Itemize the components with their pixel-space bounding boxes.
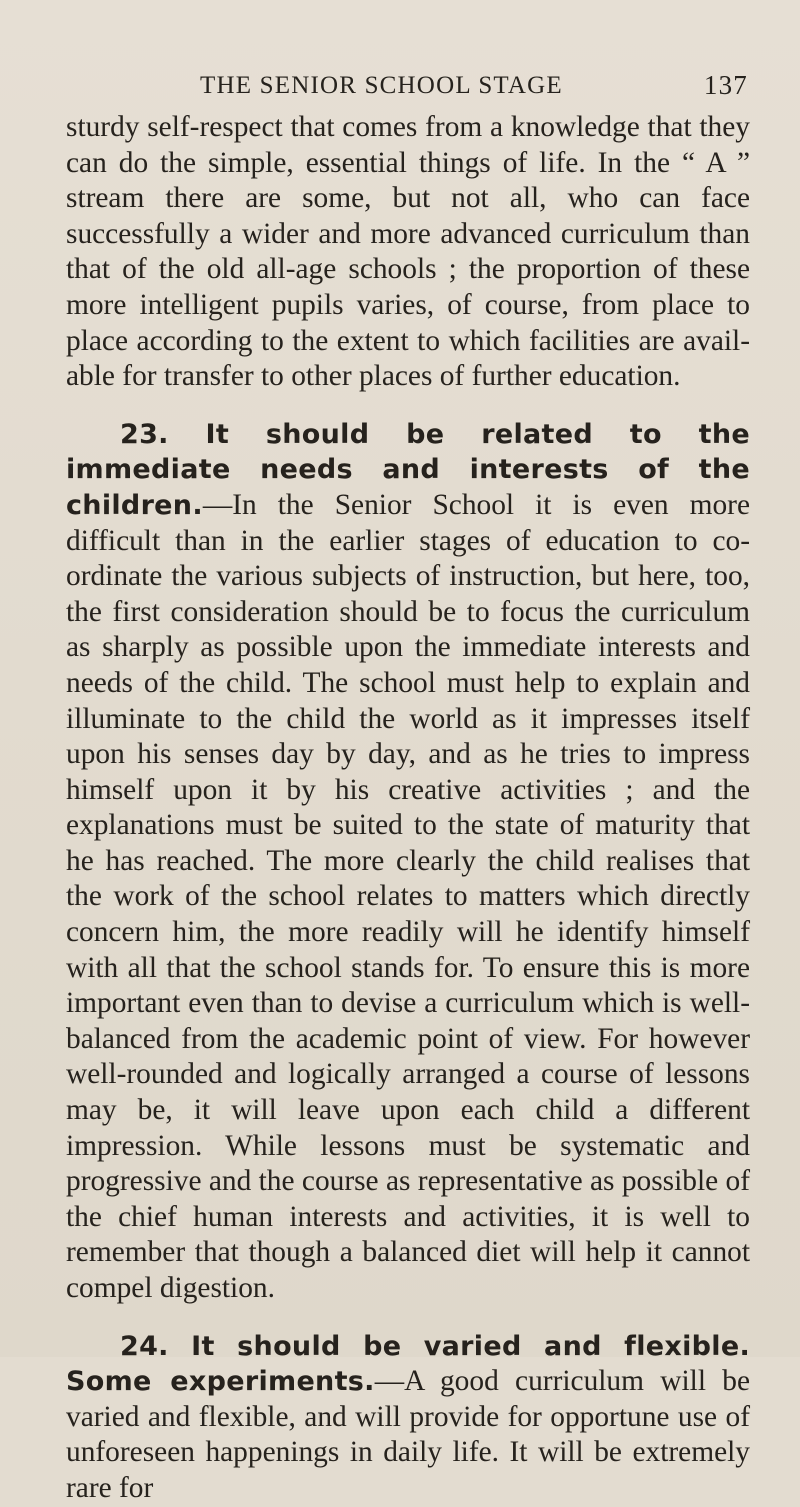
paragraph-continuation: [66, 110, 750, 395]
paragraph-text: —In the Senior School it is even more difficult than in the earlier stages of education to co-ordinate the various subjects of instruction, but here, too, the first consideration should be to focus the curriculum as sharply as possible upon the immediate interests and needs of the child. The school must help to explain and illuminate to the child the world as it impresses itself upon his senses day by day, and as he tries to impress himself upon it by his creative activities ; and the explanations must be suited to the state of maturity that he has reached. The more clearly the child realises that the work of the school relates to matters which directly concern him, the more readily will he identify himself with all that the school stands for. To ensure this is more important even than to devise a curriculum which is well-balanced from the academic point of view. For however well-rounded and logically arranged a course of lessons may be, it will leave upon each child a different impression. While lessons must be systematic and progressive and the course as representative as possible of the chief human interests and activities, it is well to remember that though a balanced diet will help it cannot compel digestion.: [66, 488, 750, 1304]
running-head: [200, 62, 748, 106]
page-number: 137: [703, 70, 748, 100]
body-text: [66, 110, 750, 1507]
running-head-title: THE SENIOR SCHOOL STAGE: [200, 72, 563, 99]
paragraph-text: —A good curriculum will be varied and flexible, and will provide for opportune use of unforeseen happenings in daily life. It will be extremely rare for: [66, 1365, 751, 1504]
paragraph-24: [66, 1329, 750, 1507]
paragraph-23: [66, 417, 750, 1307]
section-heading-24: 24. It should be varied and flexible. Some experiments.: [66, 1330, 750, 1398]
paragraph-text: sturdy self-respect that comes from a knowledge that they can do the simple, essential things of life. In the “ A ” stream there are some, but not all, who can face successfully a wider and more advanced curriculum than that of the old all-age schools ; the proportion of these more intelligent pupils varies, of course, from place to place according to the extent to which facilities are avail-able for transfer to other places of further education.: [66, 111, 750, 393]
section-heading-23: 23. It should be related to the immediate needs and interests of the children.: [66, 418, 750, 521]
